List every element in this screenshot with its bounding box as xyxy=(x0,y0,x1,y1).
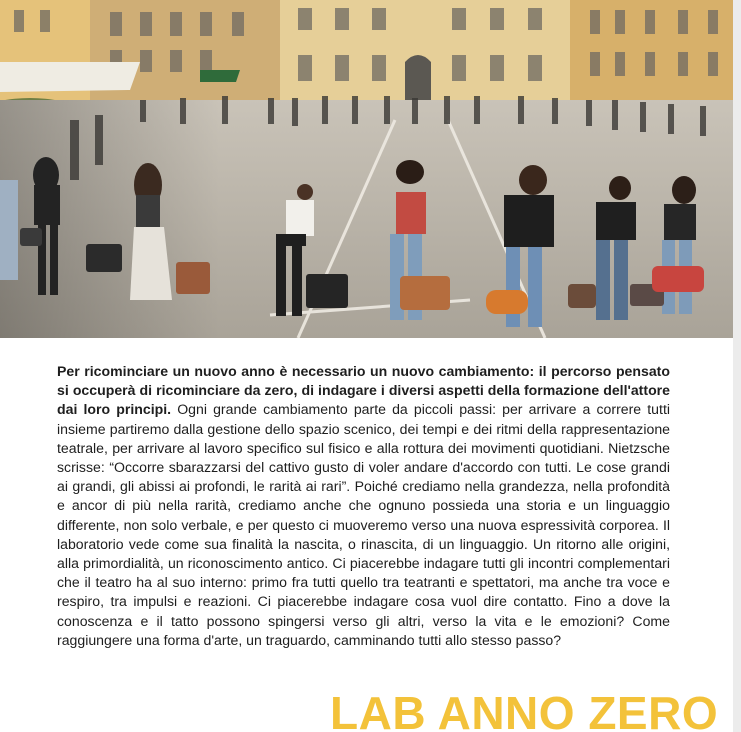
article-body-text: Ogni grande cambiamento parte da piccoli passi: per arrivare a correre tutti insieme partiremo dalla gestione dello spazio scenico, dei tempi e dei ritmi della rappresentazione teatrale, per arrivare al lavoro specifico sul fisico e alla rottura dei movimenti quotidiani. Nietzsche scrisse: “Occorre sbarazzarsi del cattivo gusto di voler andare d'accordo con tutti. Le cose grandi ai grandi, gli abissi ai profondi, le rarità ai rari”. Poiché crediamo nella grandezza, nella profondità e ancor di più nella rarità, crediamo anche che ognuno possieda una storia e un linguaggio differente, non solo verbale, e per questo ci muoveremo verso una nuova espressività corporea. Il laboratorio vede come sua finalità la nascita, o rinascita, di un linguaggio. Un ritorno alle origini, alla primordialità, un riconoscimento antico. Ci piacerebbe indagare tutti gli incontri complementari che il teatro ha al suo interno: primo fra tutti quello tra teatranti e spettatori, ma anche tra voce e respiro, tra impulsi e reazioni. Ci piacerebbe indagare cosa vuol dire contatto. Fino a dove la conoscenza e il tatto possono spingersi verso gli altri, verso la vita e le emozioni? Come raggiungere una forma d'arte, un traguardo, camminando tutti allo stesso passo? xyxy=(57,401,670,648)
article-body xyxy=(57,362,670,650)
article-lead-bold: Per ricominciare un nuovo anno è necessario un nuovo cambiamento: il percorso pensato si occuperà di ricominciare da zero, di indagare i diversi aspetti della formazione dell'attore dai loro principi. xyxy=(57,363,670,418)
lab-title: LAB ANNO ZERO xyxy=(330,690,719,732)
piazza-photo xyxy=(0,0,733,338)
piazza-photo-illustration xyxy=(0,0,733,338)
page-edge-strip xyxy=(733,0,741,732)
